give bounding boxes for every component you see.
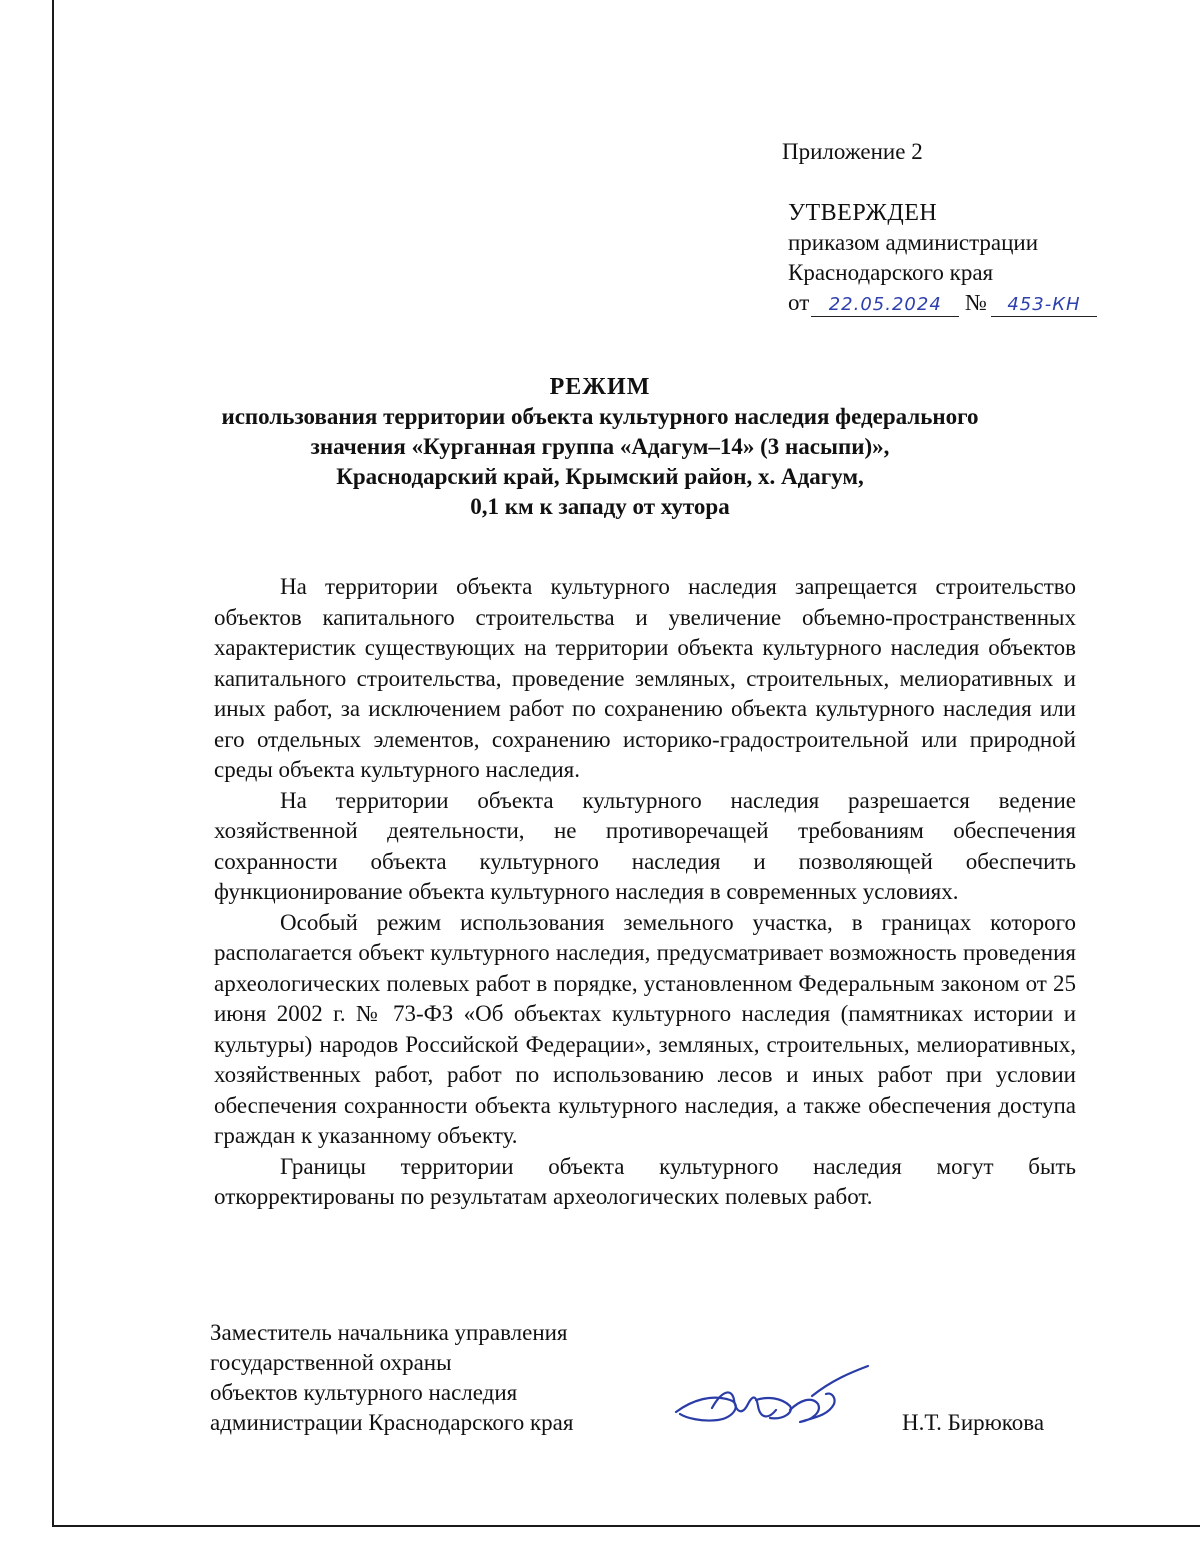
approval-block bbox=[788, 198, 1097, 318]
title-main: РЕЖИМ bbox=[549, 374, 651, 400]
appendix-label: Приложение 2 bbox=[782, 139, 923, 164]
paragraph-4: Границы территории объекта культурного наследия могут быть откорректированы по результатам археологических полевых работ. bbox=[214, 1153, 1076, 1209]
handwritten-number: 453-КН bbox=[1007, 294, 1081, 315]
title-line-3: Краснодарский край, Крымский район, х. Адагум, bbox=[336, 464, 864, 489]
approval-line-2: Краснодарского края bbox=[788, 260, 994, 285]
approval-line-1: приказом администрации bbox=[788, 230, 1039, 255]
handwritten-signature bbox=[672, 1360, 872, 1440]
paragraph-3: Особый режим использования земельного участка, в границах которого располагается объект культурного наследия, предусматривает возможность проведения археологических полевых работ в порядке, установленном Федеральным законом от 25 июня 2002 г. № 73-ФЗ «Об объектах культурного наследия (памятниках истории и культуры) народов Российской Федерации», земляных, строительных, мелиоративных, хозяйственных работ, работ по использованию лесов и иных работ при условии обеспечения сохранности объекта культурного наследия, а также обеспечения доступа граждан к указанному объекту. bbox=[214, 909, 1076, 1148]
date-field bbox=[811, 292, 959, 317]
paragraph-1: На территории объекта культурного наследия запрещается строительство объектов капитального строительства и увеличение объемно-пространственных характеристик существующих на территории объекта культурного наследия объектов капитального строительства, проведение земляных, строительных, мелиоративных и иных работ, за исключением работ по сохранению объекта культурного наследия или его отдельных элементов, сохранению историко-градостроительной или природной среды объекта культурного наследия. bbox=[214, 574, 1076, 782]
title-line-1: использования территории объекта культурного наследия федерального bbox=[221, 404, 979, 429]
signatory-line-2: государственной охраны bbox=[210, 1350, 452, 1375]
document-body bbox=[214, 572, 1076, 1213]
title-line-4: 0,1 км к западу от хутора bbox=[470, 494, 730, 519]
handwritten-date: 22.05.2024 bbox=[828, 294, 942, 315]
scan-border-bottom bbox=[52, 1525, 1200, 1527]
approval-heading: УТВЕРЖДЕН bbox=[788, 200, 938, 226]
scan-border-left bbox=[52, 0, 54, 1527]
document-title bbox=[200, 372, 1000, 522]
signatory-position bbox=[210, 1318, 573, 1438]
title-line-2: значения «Курганная группа «Адагум–14» (3 насыпи)», bbox=[310, 434, 890, 459]
approval-date-line bbox=[788, 288, 1097, 318]
paragraph-2: На территории объекта культурного наследия разрешается ведение хозяйственной деятельности, не противоречащей требованиям обеспечения сохранности объекта культурного наследия и позволяющей обеспечить функционирование объекта культурного наследия в современных условиях. bbox=[214, 787, 1076, 904]
signatory-line-4: администрации Краснодарского края bbox=[210, 1410, 574, 1435]
signatory-line-1: Заместитель начальника управления bbox=[210, 1320, 568, 1345]
signatory-line-3: объектов культурного наследия bbox=[210, 1380, 518, 1405]
number-field bbox=[991, 292, 1097, 317]
number-prefix: № bbox=[965, 290, 987, 315]
signatory-name: Н.Т. Бирюкова bbox=[902, 1410, 1045, 1435]
date-prefix: от bbox=[788, 290, 810, 315]
